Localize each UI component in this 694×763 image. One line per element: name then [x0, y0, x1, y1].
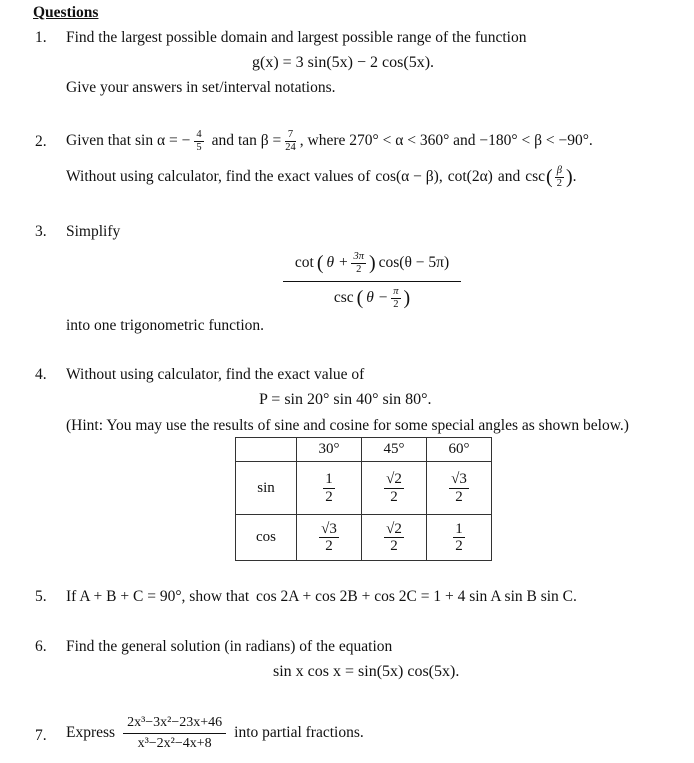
table-header-60: 60° [427, 438, 492, 462]
q3-num-inner: θ + [326, 254, 349, 271]
q2-expr2: cot(2α) [447, 168, 493, 185]
q3-den-frac-top: π [393, 285, 399, 297]
q6-text: Find the general solution (in radians) of the equation [66, 638, 393, 655]
q7-line [66, 712, 364, 754]
cell-den: 2 [390, 488, 398, 505]
q7-number: 7. [35, 727, 47, 744]
q3-den-frac [391, 286, 400, 310]
table-cell [362, 515, 427, 561]
cell-den: 2 [325, 488, 333, 505]
q3-num-paren-close: ) [368, 251, 376, 274]
cell-num: 1 [325, 471, 333, 487]
q3-note: into one trigonometric function. [66, 317, 265, 334]
cell-num: √3 [321, 520, 337, 537]
q2-expr1: cos(α − β), [375, 168, 443, 185]
table-cell [297, 462, 362, 515]
q2-sin-alpha: sin α = − [135, 132, 191, 149]
q3-num-frac-bot: 2 [356, 263, 362, 275]
q2-expr3: csc [525, 168, 546, 185]
q3-den-paren-open: ( [356, 286, 364, 309]
q3-num-frac [351, 251, 366, 275]
q3-numerator [283, 245, 461, 282]
q3-num-cot: cot [294, 254, 314, 271]
cell-den: 2 [455, 488, 463, 505]
q7-fraction [123, 715, 226, 751]
q3-den-frac-bot: 2 [393, 298, 399, 310]
q2-tan-den: 24 [285, 141, 296, 153]
q2-condition: , where 270° < α < 360° and −180° < β < −90°. [299, 132, 593, 149]
table-cell [427, 515, 492, 561]
q2-end: . [572, 168, 577, 185]
q3-den-inner: θ − [366, 289, 389, 306]
q3-text: Simplify [66, 223, 121, 240]
q5-number: 5. [35, 588, 47, 605]
q5-line [66, 588, 577, 606]
q2-tan-beta: tan β = [237, 132, 282, 149]
q4-number: 4. [35, 366, 47, 383]
q2-and1: and [211, 132, 234, 149]
table-header-row [236, 438, 492, 462]
table-header-30: 30° [297, 438, 362, 462]
q1-number: 1. [35, 29, 47, 46]
q2-tan-num: 7 [285, 129, 296, 142]
cell-den: 2 [325, 538, 333, 554]
q4-hint: (Hint: You may use the results of sine and cosine for some special angles as shown below.) [66, 417, 629, 434]
q2-tan-fraction [285, 129, 296, 153]
q2-line2-text: Without using calculator, find the exact values of [66, 168, 371, 185]
cell-num: √2 [386, 520, 402, 537]
cell-den: 2 [390, 538, 398, 554]
q3-number: 3. [35, 223, 47, 240]
q7-text: Express [66, 724, 116, 741]
q3-num-paren-open: ( [316, 251, 324, 274]
cell-num: √3 [451, 471, 467, 487]
table-header-45: 45° [362, 438, 427, 462]
q3-denominator [283, 282, 461, 314]
q2-line2 [66, 162, 577, 192]
q1-text: Find the largest possible domain and largest possible range of the function [66, 29, 527, 46]
q2-sin-num: 4 [196, 128, 202, 140]
q3-num-frac-top: 3π [353, 250, 364, 262]
q2-sin-den: 5 [196, 141, 202, 153]
table-cell [362, 462, 427, 515]
q3-den-csc: csc [333, 289, 354, 306]
q4-equation: P = sin 20° sin 40° sin 80°. [259, 391, 432, 408]
q2-and2: and [497, 168, 521, 185]
q2-paren-close: ) [565, 165, 573, 188]
table-row-label: cos [236, 515, 297, 561]
table-row-sin [236, 462, 492, 515]
table-cell [297, 515, 362, 561]
q2-csc-num: β [556, 164, 562, 176]
q6-equation: sin x cos x = sin(5x) cos(5x). [273, 663, 460, 680]
q7-denominator: x³−2x²−4x+8 [137, 735, 212, 751]
q2-paren-open: ( [546, 165, 553, 188]
q3-num-cos: cos(θ − 5π) [378, 254, 450, 271]
q3-den-paren-close: ) [403, 286, 411, 309]
q2-csc-fraction [555, 165, 564, 189]
q7-numerator: 2x³−3x²−23x+46 [123, 715, 226, 733]
q5-equation: cos 2A + cos 2B + cos 2C = 1 + 4 sin A sin B sin C. [256, 588, 577, 605]
q2-sin-fraction [194, 129, 203, 153]
table-cell [427, 462, 492, 515]
q2-number: 2. [35, 133, 47, 150]
cell-num: 1 [455, 520, 463, 537]
q1-note: Give your answers in set/interval notations. [66, 79, 336, 96]
q2-given: Given that [66, 132, 131, 149]
q2-line1 [66, 126, 593, 156]
cell-num: √2 [386, 471, 402, 487]
q7-note: into partial fractions. [234, 724, 364, 741]
table-row-label: sin [236, 462, 297, 515]
page-heading: Questions [33, 4, 99, 21]
special-angles-table [235, 437, 492, 561]
q3-fraction [283, 245, 461, 314]
q5-text: If A + B + C = 90°, show that [66, 588, 250, 605]
q4-text: Without using calculator, find the exact value of [66, 366, 365, 383]
q2-csc-den: 2 [556, 177, 562, 189]
table-corner-cell [236, 438, 297, 462]
q6-number: 6. [35, 638, 47, 655]
table-row-cos [236, 515, 492, 561]
q1-equation: g(x) = 3 sin(5x) − 2 cos(5x). [252, 54, 435, 71]
cell-den: 2 [455, 538, 463, 554]
